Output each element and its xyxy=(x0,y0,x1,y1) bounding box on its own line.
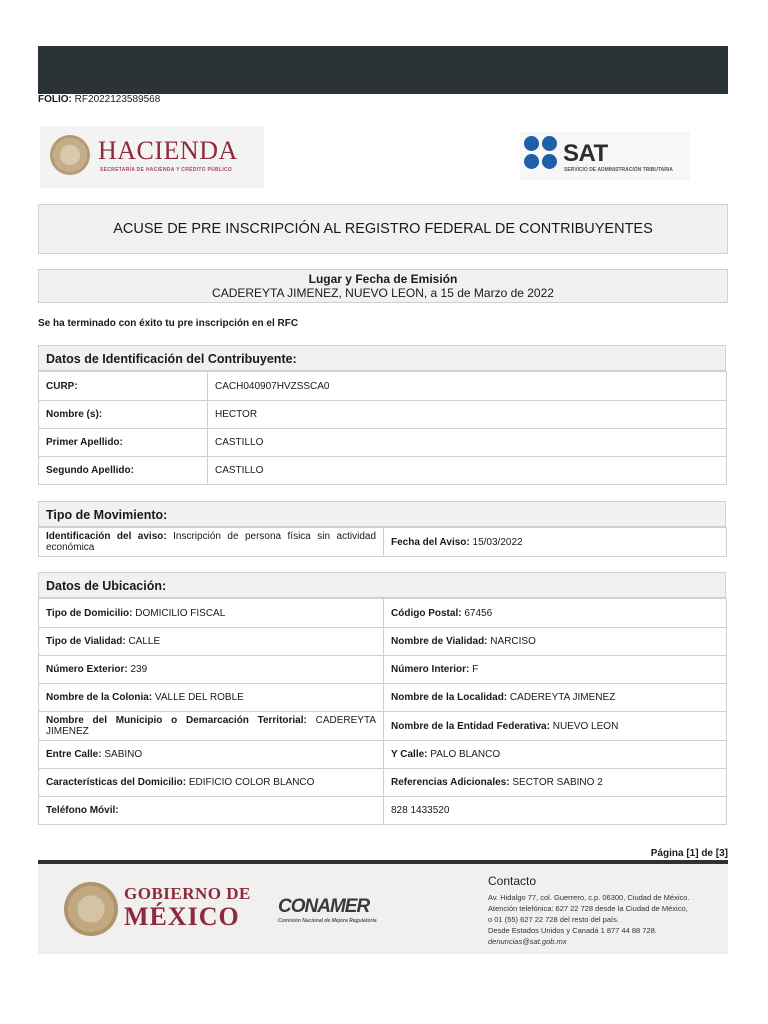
field-value: NARCISO xyxy=(490,636,536,647)
sat-subtitle: SERVICIO DE ADMINISTRACIÓN TRIBUTARIA xyxy=(564,167,673,173)
table-cell xyxy=(39,741,384,769)
conamer-logo: CONAMER xyxy=(278,896,370,917)
sat-dots-icon xyxy=(524,136,560,172)
table-row xyxy=(39,628,727,656)
folio xyxy=(38,94,160,105)
field-label: Segundo Apellido: xyxy=(39,457,208,485)
folio-value: RF2022123589568 xyxy=(74,94,161,105)
table-cell xyxy=(384,712,727,741)
table-cell xyxy=(39,797,384,825)
table-cell xyxy=(384,741,727,769)
field-value: F xyxy=(472,664,479,675)
field-label: Número Exterior: xyxy=(46,664,128,675)
movimiento-table xyxy=(38,527,727,557)
field-value: NUEVO LEON xyxy=(552,720,619,732)
table-cell xyxy=(39,656,384,684)
table-row xyxy=(39,712,727,741)
table-cell xyxy=(384,599,727,628)
identificacion-table xyxy=(38,371,727,485)
field-label: Y Calle: xyxy=(391,749,428,760)
success-message: Se ha terminado con éxito tu pre inscripción en el RFC xyxy=(38,318,299,329)
field-value: PALO BLANCO xyxy=(430,749,501,760)
field-value: CACH040907HVZSSCA0 xyxy=(208,372,727,401)
field-label: Nombre de la Localidad: xyxy=(391,692,508,703)
folio-label: FOLIO: xyxy=(38,94,72,105)
field-value: HECTOR xyxy=(208,401,727,429)
lugar-heading: Lugar y Fecha de Emisión xyxy=(308,272,458,286)
field-label: Código Postal: xyxy=(391,607,462,619)
field-label: Nombre de Vialidad: xyxy=(391,636,488,647)
table-cell xyxy=(384,628,727,656)
document-title: ACUSE DE PRE INSCRIPCIÓN AL REGISTRO FEDERAL DE CONTRIBUYENTES xyxy=(38,204,728,254)
field-label: CURP: xyxy=(39,372,208,401)
movimiento-heading: Tipo de Movimiento: xyxy=(38,501,726,527)
field-value: CASTILLO xyxy=(208,457,727,485)
field-value: 15/03/2022 xyxy=(472,536,523,548)
hacienda-name: HACIENDA xyxy=(98,136,238,165)
table-row xyxy=(39,401,727,429)
field-label: Primer Apellido: xyxy=(39,429,208,457)
table-row xyxy=(39,457,727,485)
national-seal-icon xyxy=(50,135,90,175)
ubicacion-heading: Datos de Ubicación: xyxy=(38,572,726,598)
table-cell xyxy=(384,656,727,684)
ubicacion-table xyxy=(38,598,727,825)
contacto-line: Atención telefónica: 627 22 728 desde la Ciudad de México, xyxy=(488,904,688,913)
contacto-line: Desde Estados Unidos y Canadá 1 877 44 88 728. xyxy=(488,926,657,935)
table-row xyxy=(39,599,727,628)
contacto-line: Av. Hidalgo 77, col. Guerrero, c.p. 06300, Ciudad de México. xyxy=(488,893,690,902)
field-value: 239 xyxy=(130,664,148,675)
lugar-value: CADEREYTA JIMENEZ, NUEVO LEON, a 15 de Marzo de 2022 xyxy=(212,286,554,300)
field-label: Nombre del Municipio o Demarcación Territorial: xyxy=(46,715,307,726)
field-label: Número Interior: xyxy=(391,664,470,675)
field-value: SECTOR SABINO 2 xyxy=(512,777,603,788)
field-label: Entre Calle: xyxy=(46,749,102,760)
gobierno-line1: GOBIERNO DE xyxy=(124,884,251,903)
table-cell xyxy=(384,797,727,825)
field-label: Identificación del aviso: xyxy=(46,531,167,542)
page-number: Página [1] de [3] xyxy=(650,848,728,859)
field-value: SABINO xyxy=(104,749,143,760)
identificacion-heading: Datos de Identificación del Contribuyente: xyxy=(38,345,726,371)
fecha-cell xyxy=(384,528,727,557)
table-row xyxy=(39,797,727,825)
table-cell xyxy=(39,599,384,628)
table-cell xyxy=(39,684,384,712)
field-value: CADEREYTA JIMENEZ xyxy=(509,692,616,703)
national-seal-icon xyxy=(64,882,118,936)
contacto-email[interactable]: denuncias@sat.gob.mx xyxy=(488,937,567,946)
table-row xyxy=(39,429,727,457)
field-value: CALLE xyxy=(128,636,161,647)
field-label: Nombre de la Entidad Federativa: xyxy=(391,720,550,732)
field-label: Teléfono Móvil: xyxy=(46,805,119,816)
field-label: Fecha del Aviso: xyxy=(391,536,470,548)
hacienda-subtitle: SECRETARÍA DE HACIENDA Y CRÉDITO PÚBLICO xyxy=(100,167,233,173)
table-row xyxy=(39,769,727,797)
hacienda-logo xyxy=(40,126,264,188)
sat-logo xyxy=(520,132,690,180)
table-cell xyxy=(384,769,727,797)
field-value: CASTILLO xyxy=(208,429,727,457)
contacto-line: o 01 (55) 627 22 728 del resto del país. xyxy=(488,915,619,924)
field-value: 67456 xyxy=(464,607,493,619)
field-label: Nombre de la Colonia: xyxy=(46,692,153,703)
field-label: Tipo de Vialidad: xyxy=(46,636,126,647)
lugar-fecha-box xyxy=(38,269,728,303)
field-label: Referencias Adicionales: xyxy=(391,777,510,788)
table-cell xyxy=(384,684,727,712)
table-cell xyxy=(39,769,384,797)
field-value: DOMICILIO FISCAL xyxy=(135,607,226,619)
aviso-cell xyxy=(39,528,384,557)
contacto-title: Contacto xyxy=(488,874,537,888)
field-value: 828 1433520 xyxy=(391,805,450,816)
conamer-subtitle: Comisión Nacional de Mejora Regulatoria xyxy=(278,918,377,924)
field-value: VALLE DEL ROBLE xyxy=(154,692,244,703)
table-cell xyxy=(39,712,384,741)
field-value: Inscripción de persona física sin actividad económica xyxy=(46,531,377,553)
field-value: CADEREYTA JIMENEZ xyxy=(46,715,377,737)
table-cell xyxy=(39,628,384,656)
field-label: Características del Domicilio: xyxy=(46,777,187,788)
footer xyxy=(38,864,728,954)
field-value: EDIFICIO COLOR BLANCO xyxy=(188,777,315,788)
table-row xyxy=(39,684,727,712)
header-bar xyxy=(38,46,728,94)
table-row xyxy=(39,528,727,557)
table-row xyxy=(39,656,727,684)
gobierno-line2: MÉXICO xyxy=(124,902,240,931)
table-row xyxy=(39,741,727,769)
table-row xyxy=(39,372,727,401)
sat-name: SAT xyxy=(563,140,608,167)
field-label: Nombre (s): xyxy=(39,401,208,429)
field-label: Tipo de Domicilio: xyxy=(46,607,133,619)
